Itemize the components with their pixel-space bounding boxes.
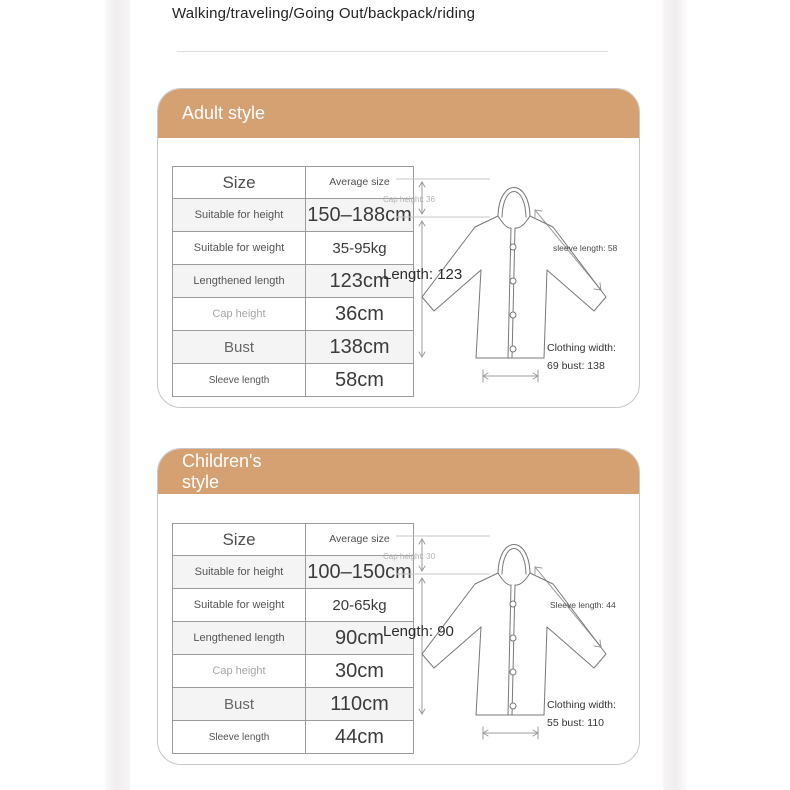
table-row [173, 622, 414, 655]
row-value: 110cm [306, 688, 414, 721]
children-raincoat-diagram [382, 522, 640, 749]
row-value: 30cm [306, 655, 414, 688]
row-value: 90cm [306, 622, 414, 655]
adult-panel-title: Adult style [182, 103, 266, 124]
adult-raincoat-diagram [382, 165, 640, 392]
title-divider [177, 51, 608, 52]
cap-height-annotation: Cap height: 36 [383, 195, 436, 204]
clothing-width-annotation-line2: 69 bust: 138 [547, 360, 605, 372]
row-label: Bust [173, 331, 306, 364]
table-row [173, 688, 414, 721]
table-row [173, 655, 414, 688]
table-row [173, 721, 414, 754]
length-annotation: Length: 123 [383, 266, 463, 283]
row-value: 100–150cm [306, 556, 414, 589]
adult-style-panel [157, 88, 640, 408]
row-label: Suitable for height [173, 556, 306, 589]
table-row [173, 232, 414, 265]
clothing-width-annotation-line2: 55 bust: 110 [547, 717, 605, 729]
sleeve-length-annotation: Sleeve length: 44 [550, 600, 616, 610]
row-label: Suitable for weight [173, 232, 306, 265]
row-label: Cap height [173, 298, 306, 331]
clothing-width-annotation-line1: Clothing width: [547, 342, 616, 354]
row-label: Lengthened length [173, 622, 306, 655]
row-label: Sleeve length [173, 364, 306, 397]
row-value: 36cm [306, 298, 414, 331]
page-gutter-left [105, 0, 130, 790]
sleeve-length-annotation: sleeve length: 58 [553, 243, 618, 253]
row-value: 44cm [306, 721, 414, 754]
size-column-header: Size [173, 524, 306, 556]
average-size-column-header: Average size [306, 167, 414, 199]
row-value: 123cm [306, 265, 414, 298]
table-row [173, 364, 414, 397]
row-label: Suitable for weight [173, 589, 306, 622]
table-row [173, 298, 414, 331]
adult-size-table [172, 166, 414, 397]
row-label: Sleeve length [173, 721, 306, 754]
size-column-header: Size [173, 167, 306, 199]
row-value: 150–188cm [306, 199, 414, 232]
page-gutter-right [663, 0, 686, 790]
table-row [173, 589, 414, 622]
row-value: 138cm [306, 331, 414, 364]
row-value: 58cm [306, 364, 414, 397]
table-row [173, 265, 414, 298]
children-panel-title: Children's style [182, 451, 262, 492]
clothing-width-annotation-line1: Clothing width: [547, 699, 616, 711]
children-panel-header [158, 449, 639, 494]
children-size-table [172, 523, 414, 754]
adult-panel-header [158, 89, 639, 138]
row-value: 35-95kg [306, 232, 414, 265]
children-style-panel [157, 448, 640, 765]
raincoat-measurement-drawing [382, 165, 640, 387]
table-header-row [173, 167, 414, 199]
row-label: Bust [173, 688, 306, 721]
page-title: Walking/traveling/Going Out/backpack/riding [172, 5, 476, 22]
table-row [173, 331, 414, 364]
row-label: Suitable for height [173, 199, 306, 232]
table-row [173, 199, 414, 232]
table-row [173, 556, 414, 589]
raincoat-measurement-drawing [382, 522, 640, 744]
length-annotation: Length: 90 [383, 623, 454, 640]
row-label: Cap height [173, 655, 306, 688]
average-size-column-header: Average size [306, 524, 414, 556]
row-value: 20-65kg [306, 589, 414, 622]
table-header-row [173, 524, 414, 556]
cap-height-annotation: Cap height: 30 [383, 552, 436, 561]
row-label: Lengthened length [173, 265, 306, 298]
